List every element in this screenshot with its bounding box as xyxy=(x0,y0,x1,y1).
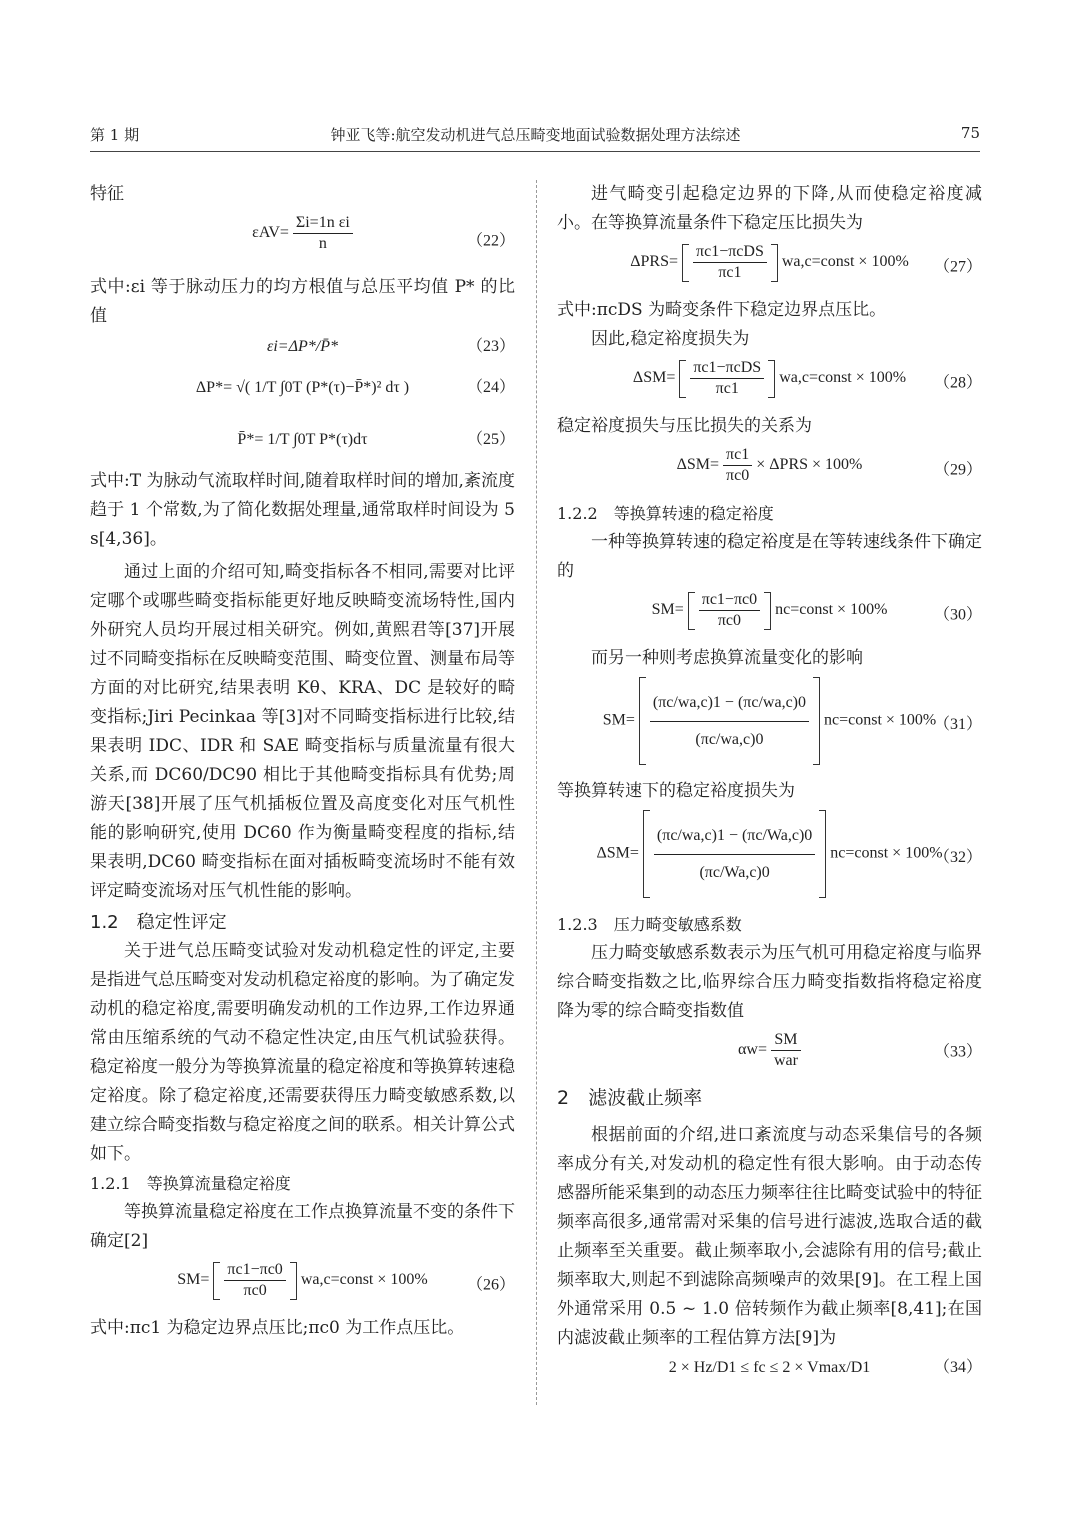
issue-number: 第 1 期 xyxy=(90,126,140,144)
fraction xyxy=(699,590,760,631)
equation-number: （25） xyxy=(466,431,515,448)
bracket-right xyxy=(290,1262,297,1300)
equation-number: （24） xyxy=(466,379,515,396)
subsection-heading: 1.2.2 等换算转速的稳定裕度 xyxy=(557,504,774,523)
equation-26 xyxy=(90,1256,515,1314)
paragraph: 特征 xyxy=(90,184,124,204)
formula-lhs: SM= xyxy=(651,601,684,619)
formula: 2 × Hz/D1 ≤ fc ≤ 2 × Vmax/D1 xyxy=(668,1359,871,1376)
fraction xyxy=(224,1260,285,1301)
fraction xyxy=(693,242,767,283)
fraction xyxy=(723,445,752,486)
equation-34 xyxy=(557,1353,982,1383)
formula-condition: wa,c=const × 100% xyxy=(781,253,909,271)
bracket-left xyxy=(643,810,650,898)
fraction xyxy=(771,1030,801,1071)
header-rule xyxy=(90,151,980,152)
denominator: (πc/wa,c)0 xyxy=(650,721,809,758)
formula-lhs: αw= xyxy=(738,1041,767,1059)
equation-33 xyxy=(557,1026,982,1078)
formula-lhs: SM= xyxy=(602,711,635,729)
numerator: (πc/wa,c)1 − (πc/wa,c)0 xyxy=(652,693,806,711)
section-heading: 1.2 稳定性评定 xyxy=(90,912,227,933)
paragraph: 压力畸变敏感系数表示为压气机可用稳定裕度与临界综合畸变指数之比,临界综合压力畸变指数指将稳定裕度降为零的综合畸变指数值 xyxy=(557,943,982,1021)
numerator: πc1−πc0 xyxy=(227,1261,283,1278)
fraction xyxy=(293,213,353,254)
denominator: war xyxy=(771,1050,801,1071)
equation-27 xyxy=(557,238,982,296)
paragraph: 式中:εi 等于脉动压力的均方根值与总压平均值 P* 的比值 xyxy=(90,277,515,326)
fraction xyxy=(654,818,815,891)
formula-condition: nc=const × 100% xyxy=(824,711,937,729)
paragraph: 而另一种则考虑换算流量变化的影响 xyxy=(591,648,863,668)
column-divider xyxy=(536,180,537,1405)
equation-number: （32） xyxy=(933,849,982,866)
left-column xyxy=(90,180,515,1343)
subsection-heading: 1.2.1 等换算流量稳定裕度 xyxy=(90,1174,291,1193)
bracket-left xyxy=(682,244,689,282)
paragraph: 一种等换算转速的稳定裕度是在等转速线条件下确定的 xyxy=(557,532,982,581)
running-title: 钟亚飞等:航空发动机进气总压畸变地面试验数据处理方法综述 xyxy=(330,126,741,144)
denominator: (πc/Wa,c)0 xyxy=(654,854,815,891)
page-number: 75 xyxy=(960,124,980,142)
equation-25 xyxy=(90,413,515,467)
paragraph: 因此,稳定裕度损失为 xyxy=(591,329,750,349)
right-column xyxy=(557,180,982,1383)
equation-29 xyxy=(557,441,982,499)
denominator: πc1 xyxy=(693,262,767,283)
equation-32 xyxy=(557,806,982,910)
formula-lhs: εAV= xyxy=(252,224,289,242)
denominator: n xyxy=(293,233,353,254)
equation-number: （26） xyxy=(466,1276,515,1294)
numerator: Σi=1n εi xyxy=(295,214,350,231)
equation-28 xyxy=(557,354,982,412)
equation-number: （22） xyxy=(466,232,515,250)
paragraph: 关于进气总压畸变试验对发动机稳定性的评定,主要是指进气总压畸变对发动机稳定裕度的影响。为了确定发动机的稳定裕度,需要明确发动机的工作边界,工作边界通常由压缩系统的气动不稳定性决定,由压气机试验获得。稳定裕度一般分为等换算流量的稳定裕度和等换算转速稳定裕度。除了稳定裕度,还需要获得压力畸变敏感系数,以建立综合畸变指数与稳定裕度之间的联系。相关计算公式如下。 xyxy=(90,941,515,1164)
equation-number: （29） xyxy=(933,461,982,479)
numerator: πc1 xyxy=(726,446,750,463)
bracket-right xyxy=(764,592,771,630)
paragraph: 式中:πc1 为稳定边界点压比;πc0 为工作点压比。 xyxy=(90,1318,465,1338)
numerator: SM xyxy=(774,1031,798,1048)
formula-lhs: ΔSM= xyxy=(676,456,720,474)
formula-body: 1/T ∫0T P*(τ)dτ xyxy=(267,431,368,448)
equation-number: （28） xyxy=(933,374,982,392)
formula-lhs: P̄*= xyxy=(237,431,264,448)
paragraph: 式中:T 为脉动气流取样时间,随着取样时间的增加,紊流度趋于 1 个常数,为了简化数据处理量,通常取样时间设为 5 s[4,36]。 xyxy=(90,471,515,549)
bracket-right xyxy=(819,810,826,898)
equation-31 xyxy=(557,673,982,777)
numerator: πc1−πcDS xyxy=(693,359,762,376)
paragraph: 稳定裕度损失与压比损失的关系为 xyxy=(557,416,812,436)
formula-body: √( 1/T ∫0T (P*(τ)−P̄*)² dτ ) xyxy=(236,379,410,396)
fraction xyxy=(690,358,764,399)
paragraph: 等换算转速下的稳定裕度损失为 xyxy=(557,781,795,801)
equation-number: （27） xyxy=(933,258,982,276)
numerator: (πc/wa,c)1 − (πc/Wa,c)0 xyxy=(656,826,813,844)
formula-lhs: ΔSM= xyxy=(596,844,639,862)
formula: εi=ΔP*/P̄* xyxy=(267,338,338,355)
equation-number: （33） xyxy=(933,1043,982,1061)
numerator: πc1−πcDS xyxy=(696,243,764,260)
equation-number: （31） xyxy=(933,716,982,733)
paragraph: 式中:πcDS 为畸变条件下稳定边界点压比。 xyxy=(557,300,887,320)
denominator: πc0 xyxy=(224,1280,285,1301)
denominator: πc0 xyxy=(699,610,760,631)
paragraph: 等换算流量稳定裕度在工作点换算流量不变的条件下确定[2] xyxy=(90,1202,515,1251)
equation-number: （30） xyxy=(933,606,982,624)
bracket-left xyxy=(213,1262,220,1300)
equation-24 xyxy=(90,363,515,413)
formula-condition: wa,c=const × 100% xyxy=(300,1271,428,1289)
formula-lhs: ΔSM= xyxy=(632,369,676,387)
formula-lhs: ΔPRS= xyxy=(630,253,679,271)
formula-condition: nc=const × 100% xyxy=(830,844,943,862)
bracket-left xyxy=(688,592,695,630)
fraction xyxy=(650,685,809,758)
subsection-heading: 1.2.3 压力畸变敏感系数 xyxy=(557,915,742,934)
equation-number: （34） xyxy=(933,1359,982,1376)
paragraph: 通过上面的介绍可知,畸变指标各不相同,需要对比评定哪个或哪些畸变指标能更好地反映畸变流场特性,国内外研究人员均开展过相关研究。例如,黄熙君等[37]开展过不同畸变指标在反映畸变范围、畸变位置、测量布局等方面的对比研究,结果表明 Kθ、KRA、DC 是较好的畸变指标;Jiri Pecinkaa 等[3]对不同畸变指标进行比较,结果表明 IDC、IDR 和 SAE 畸变指标与质量流量有很大关系,而 DC60/DC90 相比于其他畸变指标具有优势;周游天[38]开展了压气机插板位置及高度变化对压气机性能的影响研究,使用 DC60 作为衡量畸变程度的指标,结果表明,DC60 畸变指标在面对插板畸变流场时不能有效评定畸变流场对压气机性能的影响。 xyxy=(90,562,515,901)
bracket-right xyxy=(813,677,820,765)
formula-rest: × ΔPRS × 100% xyxy=(756,456,863,474)
formula-condition: wa,c=const × 100% xyxy=(779,369,907,387)
equation-22 xyxy=(90,209,515,273)
equation-23 xyxy=(90,331,515,363)
numerator: πc1−πc0 xyxy=(701,591,758,608)
formula-condition: nc=const × 100% xyxy=(775,601,888,619)
section-heading: 2 滤波截止频率 xyxy=(557,1087,703,1109)
bracket-left xyxy=(679,360,686,398)
formula-lhs: ΔP*= xyxy=(195,379,233,396)
denominator: πc1 xyxy=(690,378,764,399)
bracket-right xyxy=(768,360,775,398)
bracket-left xyxy=(639,677,646,765)
denominator: πc0 xyxy=(723,465,752,486)
bracket-right xyxy=(771,244,778,282)
formula-lhs: SM= xyxy=(177,1271,210,1289)
equation-30 xyxy=(557,586,982,644)
paragraph: 进气畸变引起稳定边界的下降,从而使稳定裕度减小。在等换算流量条件下稳定压比损失为 xyxy=(557,184,982,233)
paragraph: 根据前面的介绍,进口紊流度与动态采集信号的各频率成分有关,对发动机的稳定性有很大影响。由于动态传感器所能采集到的动态压力频率往往比畸变试验中的特征频率高很多,通常需对采集的信号进行滤波,选取合适的截止频率至关重要。截止频率取小,会滤除有用的信号;截止频率取大,则起不到滤除高频噪声的效果[9]。在工程上国外通常采用 0.5 ~ 1.0 倍转频作为截止频率[8,41];在国内滤波截止频率的工程估算方法[9]为 xyxy=(557,1125,982,1348)
equation-number: （23） xyxy=(466,338,515,355)
